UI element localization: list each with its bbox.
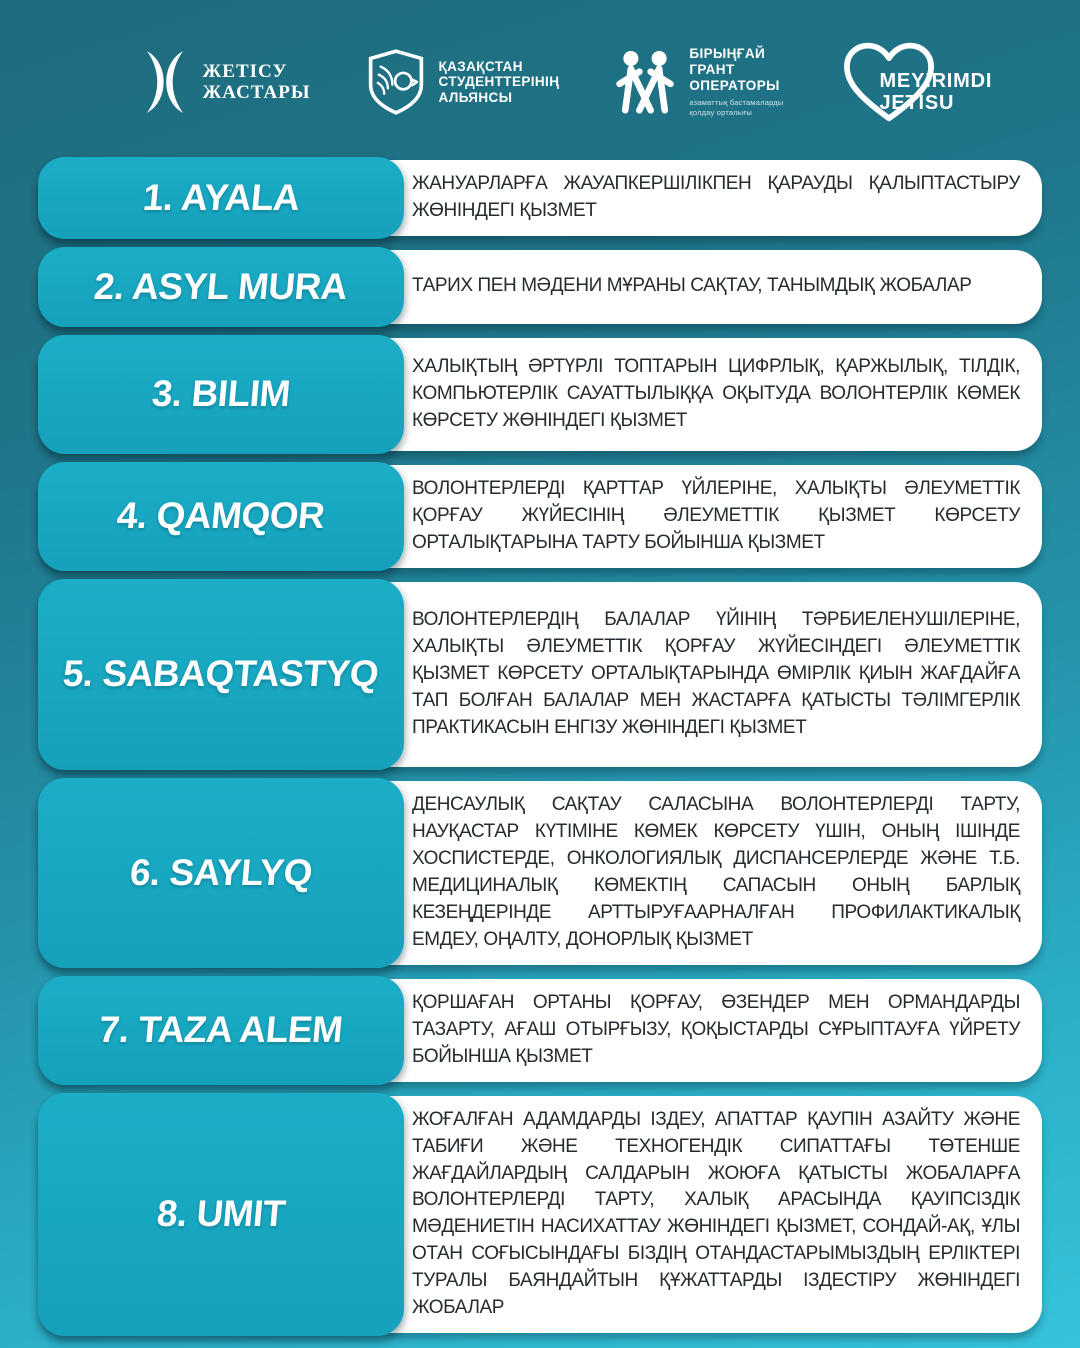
logo-zhetisu-zhastary [141,46,311,118]
logo-grant-operator [615,46,783,117]
program-description: ДЕНСАУЛЫҚ САҚТАУ САЛАСЫНА ВОЛОНТЕРЛЕРДІ ТАРТУ, НАУҚАСТАР КҮТІМІНЕ КӨМЕК КӨРСЕТУ ҮШІН, ОНЫҢ ІШІНДЕ ХОСПИСТЕРДЕ, ОНКОЛОГИЯЛЫҚ ДИСПАНСЕРЛЕРДЕ ЖӘНЕ Т.Б. МЕДИЦИНАЛЫҚ КӨМЕКТІҢ САПАСЫН ОНЫҢ БАРЛЫҚ КЕЗЕҢДЕРІНДЕ АРТТЫРУҒААРНАЛҒАН ПРОФИЛАКТИКАЛЫҚ ЕМДЕУ, ОҢАЛТУ, ДОНОРЛЫҚ ҚЫЗМЕТ [412,793,1020,950]
program-label-badge [38,247,404,327]
logo-text-line: ОПЕРАТОРЫ [689,77,780,93]
logo-text-line: ГРАНТ [689,61,735,77]
program-row [38,979,1042,1082]
program-row [38,781,1042,965]
logo-meyirimdi-jetisu [839,38,993,126]
logo-text-line: ЖЕТІСУ [202,60,288,82]
program-label-badge [38,1093,404,1337]
logo-meyirimdi-jetisu-text [879,70,992,114]
logo-student-alliance [367,48,560,116]
logo-grant-operator-text [689,46,783,117]
program-row [38,160,1042,236]
program-row [38,465,1042,568]
program-description: ЖОҒАЛҒАН АДАМДАРДЫ ІЗДЕУ, АПАТТАР ҚАУПІН АЗАЙТУ ЖӘНЕ ТАБИҒИ ЖӘНЕ ТЕХНОГЕНДІК СИПАТТАҒЫ ТӨТЕНШЕ ЖАҒДАЙЛАРДЫҢ САЛДАРЫН ЖОЮҒА ҚАТЫСТЫ ЖОБАЛАРҒА ВОЛОНТЕРЛЕРДІ ТАРТУ, ХАЛЫҚ АРАСЫНДА ҚАУІПСІЗДІК МӘДЕНИЕТІН НАСИХАТТАУ ЖӨНІНДЕГІ ҚЫЗМЕТ, СОНДАЙ-АҚ, ҰЛЫ ОТАН СОҒЫСЫНДАҒЫ БІЗДІҢ ОТАНДАСТАРЫМЫЗДЫҢ ЕРЛІКТЕРІ ТУРАЛЫ БАЯНДАЙТЫН ҚҰЖАТТАРДЫ ІЗДЕСТІРУ ЖӨНІНДЕГІ ЖОБАЛАР [412,1108,1020,1319]
program-label: 2. ASYL MURA [92,265,350,307]
logo-zhetisu-zhastary-text [203,61,311,104]
logo-text-line: СТУДЕНТТЕРІНІҢ [438,74,560,90]
logo-text-line: JETISU [879,92,955,114]
logo-subtext-line: қолдау орталығы [689,107,752,117]
logo-student-alliance-text [439,59,560,106]
logo-bar [0,0,1080,134]
logo-text-line: ЖАСТАРЫ [202,82,311,103]
program-label: 3. BILIM [150,373,292,415]
shield-eagle-icon [367,48,425,116]
program-description: ТАРИХ ПЕН МӘДЕНИ МҰРАНЫ САҚТАУ, ТАНЫМДЫҚ ЖОБАЛАР [412,275,972,297]
program-label: 4. QAMQOR [115,495,327,537]
program-label: 7. TAZA ALEM [97,1009,345,1051]
program-label-badge [38,579,404,770]
two-people-icon [615,50,675,114]
program-label: 5. SABAQTASTYQ [61,653,381,695]
program-row [38,250,1042,324]
logo-subtext-line: азаматтық бастамаларды [689,98,784,108]
logo-text-line: MEYIRIMDI [879,70,993,92]
program-row [38,582,1042,767]
program-label-badge [38,778,404,968]
program-label-badge [38,335,404,454]
logo-text-line: АЛЬЯНСЫ [438,89,513,105]
program-description: ВОЛОНТЕРЛЕРДІҢ БАЛАЛАР ҮЙІНІҢ ТӘРБИЕЛЕНУШІЛЕРІНЕ, ХАЛЫҚТЫ ӘЛЕУМЕТТІК ҚОРҒАУ ЖҮЙЕСІНДЕГІ ӘЛЕУМЕТТІК ҚЫЗМЕТ КӨРСЕТУ ОРТАЛЫҚТАРЫНДА ӨМІРЛІК ҚИЫН ЖАҒДАЙҒА ТАП БОЛҒАН БАЛАЛАР МЕН ЖАСТАРҒА ҚАТЫСТЫ ТӘЛІМГЕРЛІК ПРАКТИКАСЫН ЕНГІЗУ ЖӨНІНДЕГІ ҚЫЗМЕТ [412,608,1020,738]
program-label-badge [38,462,404,571]
program-label-badge [38,976,404,1085]
program-row [38,338,1042,451]
program-description: ВОЛОНТЕРЛЕРДІ ҚАРТТАР ҮЙЛЕРІНЕ, ХАЛЫҚТЫ ӘЛЕУМЕТТІК ҚОРҒАУ ЖҮЙЕСІНІҢ ӘЛЕУМЕТТІК ҚЫЗМЕТ КӨРСЕТУ ОРТАЛЫҚТАРЫНА ТАРТУ БОЙЫНША ҚЫЗМЕТ [412,477,1020,553]
logo-text-line: БІРЫҢҒАЙ [689,46,766,62]
program-label: 6. SAYLYQ [128,851,314,893]
program-description: ЖАНУАРЛАРҒА ЖАУАПКЕРШІЛІКПЕН ҚАРАУДЫ ҚАЛЫПТАСТЫРУ ЖӨНІНДЕГІ ҚЫЗМЕТ [412,173,1020,221]
program-label-badge [38,157,404,239]
program-row [38,1096,1042,1334]
program-label: 8. UMIT [155,1193,287,1235]
logo-text-line: ҚАЗАҚСТАН [438,58,523,74]
program-label: 1. AYALA [141,176,302,218]
program-description: ХАЛЫҚТЫҢ ӘРТҮРЛІ ТОПТАРЫН ЦИФРЛЫҚ, ҚАРЖЫЛЫҚ, ТІЛДІК, КОМПЬЮТЕРЛІК САУАТТЫЛЫҚҚА ОҚЫТУДА ВОЛОНТЕРЛІК КӨМЕК КӨРСЕТУ ЖӨНІНДЕГІ ҚЫЗМЕТ [412,355,1020,431]
zhetisu-zhastary-emblem-icon [141,46,189,118]
program-list [38,160,1042,1333]
logo-grant-operator-subtext [689,98,783,118]
program-description: ҚОРШАҒАН ОРТАНЫ ҚОРҒАУ, ӨЗЕНДЕР МЕН ОРМАНДАРДЫ ТАЗАРТУ, АҒАШ ОТЫРҒЫЗУ, ҚОҚЫСТАРДЫ СҰРЫПТАУҒА ҮЙРЕТУ БОЙЫНША ҚЫЗМЕТ [412,991,1020,1067]
